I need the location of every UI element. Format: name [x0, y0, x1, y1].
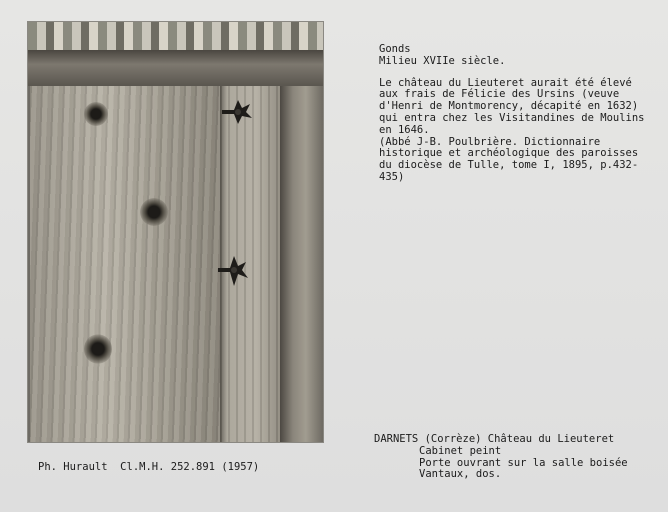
- subject-line: Gonds: [379, 43, 411, 55]
- archival-notes: [379, 44, 649, 184]
- upper-hinge-icon: [220, 94, 256, 128]
- door-leaf-panel: [30, 86, 220, 442]
- door-photograph: [28, 22, 323, 442]
- caption-room: Cabinet peint: [419, 444, 502, 457]
- wood-knot: [140, 198, 168, 226]
- door-lintel: [28, 50, 323, 86]
- bibliographic-reference: (Abbé J-B. Poulbrière. Dictionnaire historique et archéologique des paroisses du diocèse de Tulle, tome I, 1895, p.432- 435): [379, 135, 639, 183]
- wood-knot: [84, 102, 108, 126]
- door-frame: [280, 86, 323, 442]
- history-paragraph: Le château du Lieuteret aurait été élevé aux frais de Félicie des Ursins (veuve d'Henri de Montmorency, décapité en 1632) qui entra chez les Visitandines de Moulins en 1646.: [379, 76, 645, 136]
- date-line: Milieu XVIIe siècle.: [379, 54, 506, 67]
- caption-location: DARNETS (Corrèze) Château du Lieuteret: [374, 433, 615, 445]
- painted-frieze: [28, 22, 323, 50]
- wood-knot: [84, 334, 112, 364]
- photo-credit: Ph. Hurault Cl.M.H. 252.891 (1957): [38, 461, 260, 473]
- photo-caption: [374, 434, 628, 481]
- caption-item: Porte ouvrant sur la salle boisée: [419, 456, 628, 469]
- lower-hinge-icon: [216, 252, 252, 290]
- caption-detail: Vantaux, dos.: [419, 468, 502, 481]
